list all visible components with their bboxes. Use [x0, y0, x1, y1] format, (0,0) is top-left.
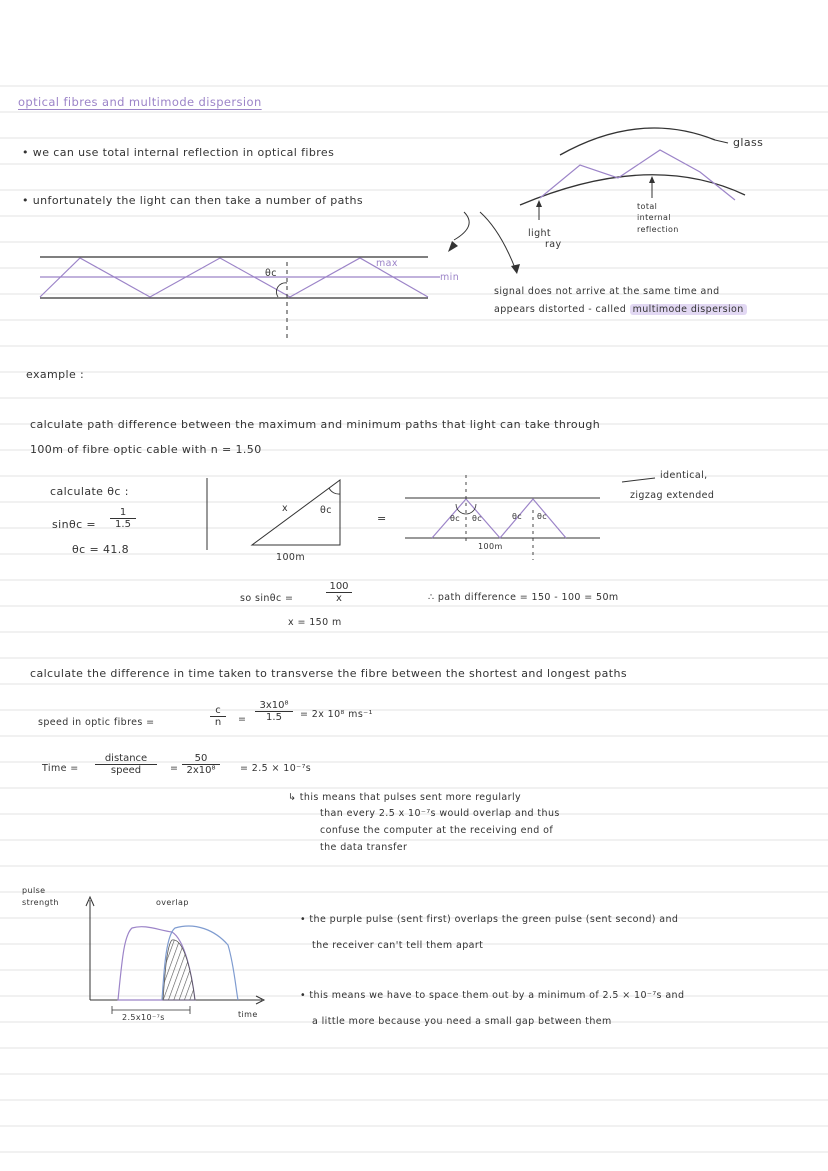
equals-sign: = [377, 512, 387, 525]
sin-lhs: sinθc = [52, 518, 97, 531]
bullet-tir-text: we can use total internal reflection in optical fibres [32, 146, 335, 159]
max-label: max [376, 258, 398, 269]
overlap-label: overlap [156, 898, 189, 907]
n-den: n [210, 716, 226, 728]
sin-den: 1.5 [110, 518, 136, 530]
tir-label-1: total [637, 202, 658, 211]
bullet-paths-text: unfortunately the light can then take a number of paths [32, 194, 364, 207]
bullet-paths: • unfortunately the light can then take a number of paths [22, 194, 364, 207]
num-50: 50 [194, 753, 208, 764]
distance-num: distance [104, 753, 148, 764]
graph-xlabel: time [238, 1010, 258, 1019]
note-line-3: confuse the computer at the receiving end of [320, 825, 554, 836]
graph-ylabel-2: strength [22, 898, 59, 907]
den-1-5: 1.5 [255, 711, 293, 723]
so-den: x [326, 592, 352, 604]
num-3x10: 3x10⁸ [259, 700, 289, 711]
time-result: = 2.5 × 10⁻⁷s [240, 763, 312, 774]
question-1-line-1: calculate path difference between the maximum and minimum paths that light can take through [30, 418, 601, 431]
so-num: 100 [329, 581, 349, 592]
note-line-1: ↳ this means that pulses sent more regularly [288, 792, 522, 803]
final-note-2-line-1: • this means we have to space them out by a minimum of 2.5 × 10⁻⁷s and [300, 990, 685, 1001]
signal-note-2a: appears distorted - called [494, 304, 627, 315]
triangle-x: x [282, 503, 289, 514]
fibre-theta-2: θc [472, 514, 483, 523]
bullet-tir: • we can use total internal reflection in optical fibres [22, 146, 335, 159]
so-sin-lhs: so sinθc = [240, 593, 294, 604]
identical-note-2: zigzag extended [630, 490, 715, 501]
tir-label-2: internal [637, 213, 671, 222]
final-note-1-line-1: • the purple pulse (sent first) overlaps the green pulse (sent second) and [300, 914, 679, 925]
multimode-dispersion-highlight: multimode dispersion [630, 304, 747, 315]
speed-label: speed in optic fibres = [38, 717, 155, 728]
note-line-4: the data transfer [320, 842, 408, 853]
den-2x10: 2x10⁸ [182, 764, 220, 776]
c-num: c [215, 705, 221, 716]
calc-theta-label: calculate θc : [50, 485, 129, 498]
question-2: calculate the difference in time taken to transverse the fibre between the shortest and longest paths [30, 667, 627, 680]
theta-value: θc = 41.8 [72, 543, 130, 556]
triangle-theta: θc [320, 505, 332, 516]
eq-2: = [170, 763, 179, 774]
fibre-theta-1: θc [450, 514, 461, 523]
note-line-2: than every 2.5 x 10⁻⁷s would overlap and thus [320, 808, 560, 819]
sin-num: 1 [119, 507, 127, 518]
speed-den: speed [95, 764, 157, 776]
theta-c-label: θc [265, 268, 277, 279]
graph-ylabel-1: pulse [22, 886, 46, 895]
fibre-base: 100m [478, 542, 503, 551]
page-title: optical fibres and multimode dispersion [18, 95, 262, 109]
triangle-base: 100m [276, 552, 305, 563]
fibre-theta-4: θc [537, 512, 548, 521]
fibre-theta-3: θc [512, 512, 523, 521]
path-difference: ∴ path difference = 150 - 100 = 50m [428, 592, 619, 603]
eq-1: = [238, 714, 247, 725]
example-label: example : [26, 368, 85, 381]
signal-note-1: signal does not arrive at the same time and [494, 286, 720, 297]
tir-label-3: reflection [637, 225, 679, 234]
final-note-2-line-2: a little more because you need a small gap between them [312, 1016, 612, 1027]
x-value: x = 150 m [288, 617, 342, 628]
identical-note-1: identical, [660, 470, 708, 481]
question-1-line-2: 100m of fibre optic cable with n = 1.50 [30, 443, 262, 456]
speed-result: = 2x 10⁸ ms⁻¹ [300, 709, 373, 720]
light-ray-label-2: ray [545, 239, 562, 250]
interval-label: 2.5x10⁻⁷s [122, 1013, 165, 1022]
final-note-1-line-2: the receiver can't tell them apart [312, 940, 484, 951]
time-label: Time = [42, 763, 79, 774]
min-label: min [440, 272, 460, 283]
glass-label: glass [733, 136, 764, 149]
light-ray-label-1: light [528, 228, 552, 239]
